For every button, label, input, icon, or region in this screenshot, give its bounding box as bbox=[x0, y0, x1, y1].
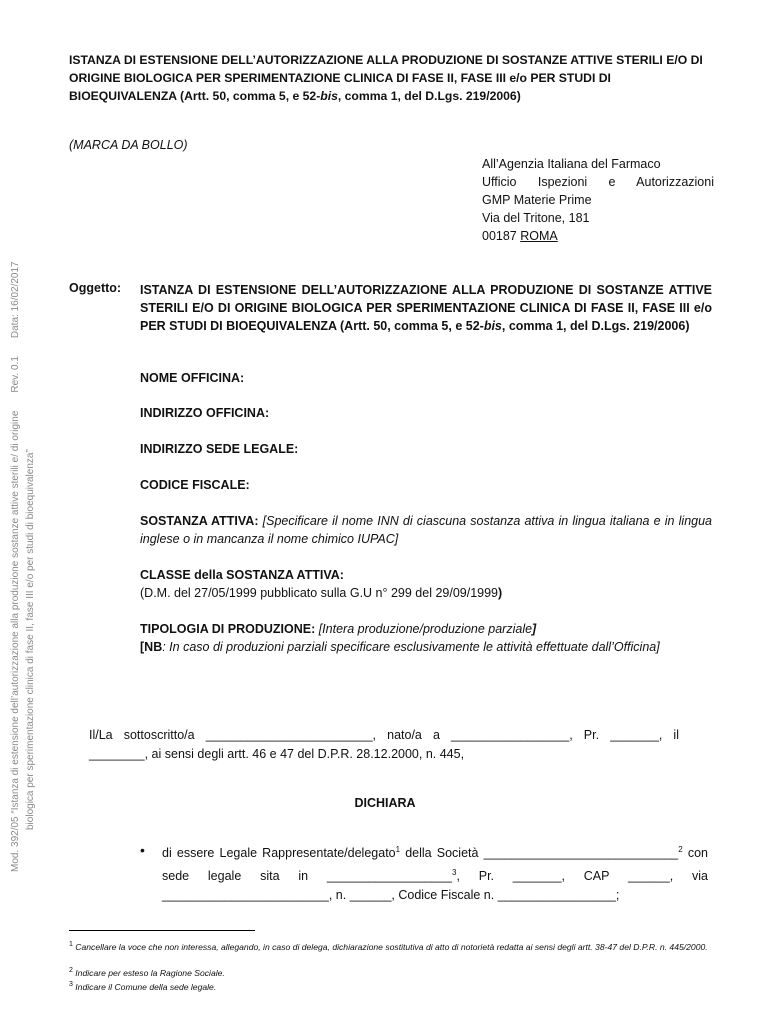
address-line-2: Ufficio Ispezioni e Autorizzazioni bbox=[482, 175, 714, 189]
dichiara-heading: DICHIARA bbox=[354, 796, 416, 810]
bullet-icon: • bbox=[140, 842, 145, 858]
indirizzo-sede-legale-label: INDIRIZZO SEDE LEGALE: bbox=[140, 442, 299, 456]
tipologia-produzione: TIPOLOGIA DI PRODUZIONE: [Intera produzione/produzione parziale] [NB: In caso di produzioni parziali specificare esclusivamente le attività effettuate dall’Officina] bbox=[140, 622, 660, 654]
sostanza-attiva: SOSTANZA ATTIVA: [Specificare il nome INN di ciascuna sostanza attiva in lingua italiana e in lingua inglese o in mancanza il nome chimico IUPAC] bbox=[140, 514, 713, 546]
side-margin-note: Mod. 392/05 “Istanza di estensione dell’autorizzazione alla produzione sostanze attive sterili e/ di origineRev. 0.1Data: 16/02/2017 biologica per sperimentazione clinica di fase II, fase III e/o per studi di bioequivalenza” bbox=[10, 261, 36, 872]
oggetto-label: Oggetto: bbox=[69, 281, 122, 295]
address-line-5: 00187 ROMA bbox=[482, 229, 558, 243]
nome-officina-label: NOME OFFICINA: bbox=[140, 371, 245, 385]
address-line-4: Via del Tritone, 181 bbox=[482, 211, 590, 225]
document-title: ISTANZA DI ESTENSIONE DELL’AUTORIZZAZIONE ALLA PRODUZIONE DI SOSTANZE ATTIVE STERILI E/O DI ORIGINE BIOLOGICA PER SPERIMENTAZIONE CLINICA DI FASE II, FASE III e/o PER STUDI DI BIOEQUIVALENZA (Artt. 50, comma 5, e 52-bis, comma 1, del D.Lgs. 219/2006) bbox=[69, 53, 703, 103]
marca-da-bollo: (MARCA DA BOLLO) bbox=[69, 138, 188, 152]
bullet-item: di essere Legale Rappresentate/delegato$^1$ della Società ____________________________$^2$ con sede legale sita in __________________$^3$, Pr. _______, CAP ______, via ________________________, n. ______, Codice Fiscale n. _________________; bbox=[162, 845, 708, 903]
recipient-address bbox=[482, 155, 714, 245]
declaration-statement: Il/La sottoscritto/a ________________________, nato/a a _________________, Pr. _______, il ________, ai sensi degli artt. 46 e 47 del D.P.R. 28.12.2000, n. 445, bbox=[89, 728, 679, 761]
codice-fiscale-label: CODICE FISCALE: bbox=[140, 478, 250, 492]
footnote-1: $^1$ Cancellare la voce che non interessa, allegando, in caso di delega, dichiarazione sostitutiva di atto di notorietà redatta ai sensi degli artt. 38-47 del D.P.R. n. 445/2000. bbox=[69, 941, 708, 952]
footnote-2: $^2$ Indicare per esteso la Ragione Sociale. bbox=[69, 967, 225, 978]
classe-sostanza: CLASSE della SOSTANZA ATTIVA: (D.M. del 27/05/1999 pubblicato sulla G.U n° 299 del 29/09/1999) bbox=[140, 568, 503, 600]
address-line-3: GMP Materie Prime bbox=[482, 193, 592, 207]
footnote-divider bbox=[69, 930, 255, 931]
footnote-3: $^3$ Indicare il Comune della sede legale. bbox=[69, 981, 217, 992]
address-line-1: All’Agenzia Italiana del Farmaco bbox=[482, 157, 661, 171]
oggetto-text: ISTANZA DI ESTENSIONE DELL’AUTORIZZAZIONE ALLA PRODUZIONE DI SOSTANZE ATTIVE STERILI E/O DI ORIGINE BIOLOGICA PER SPERIMENTAZIONE CLINICA DI FASE II, FASE III e/o PER STUDI DI BIOEQUIVALENZA (Artt. 50, comma 5, e 52-bis, comma 1, del D.Lgs. 219/2006) bbox=[140, 283, 712, 333]
indirizzo-officina-label: INDIRIZZO OFFICINA: bbox=[140, 406, 270, 420]
